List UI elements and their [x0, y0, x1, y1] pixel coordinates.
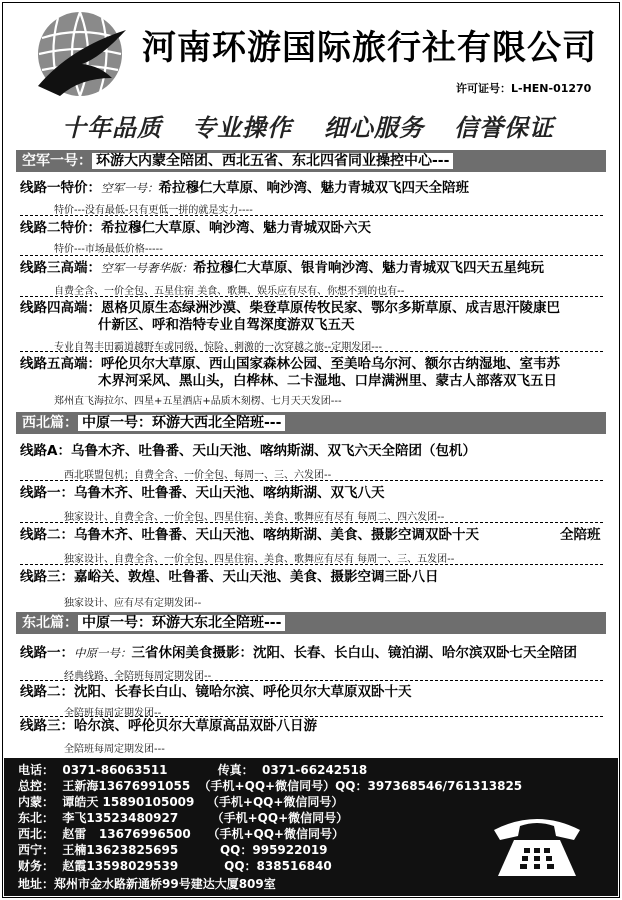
divider — [20, 215, 603, 216]
route-note: 独家设计、自费全含、一价全包、四星住宿、美食、歌舞应有尽有 每周一、三、五发团-- — [64, 554, 455, 565]
route-note: 独家设计、自费全含、一价全包、四星住宿、美食、歌舞应有尽有 每周二、四六发团-- — [64, 512, 445, 523]
route-line: 线路二：沈阳、长春长白山、镜哈尔滨、呼伦贝尔大草原双卧十天 — [20, 684, 412, 700]
globe-bird-logo-icon — [30, 8, 130, 104]
contact-line: 西北： 赵雷 13676996500 （手机+QQ+微信同号） — [18, 827, 344, 841]
route-note: 独家设计、应有尽有定期发团-- — [64, 598, 202, 609]
banner-prefix: 空军一号： — [22, 153, 92, 169]
company-name: 河南环游国际旅行社有限公司 — [142, 28, 597, 68]
route-line: 线路A：乌鲁木齐、吐鲁番、天山天池、喀纳斯湖、双飞六天全陪团（包机） — [20, 443, 476, 459]
section-banner-inner-mongolia — [16, 150, 606, 172]
route-line: 线路一：乌鲁木齐、吐鲁番、天山天池、喀纳斯湖、双飞八天 — [20, 485, 385, 501]
slogan-2: 专业操作 — [192, 114, 292, 142]
section-banner-northeast — [16, 612, 606, 634]
divider — [20, 564, 603, 565]
banner-title: 中原一号：环游大西北全陪班--- — [78, 415, 285, 431]
route-line: 线路三高端：空军一号奢华版：希拉穆仁大草原、银肯响沙湾、魅力青城双飞四天五星纯玩 — [20, 260, 544, 276]
divider — [20, 296, 603, 297]
slogan-4: 信誉保证 — [454, 114, 554, 142]
route-extra-label: 全陪班 — [560, 527, 601, 543]
route-note: 专业自驾丰田霸道越野车或同级，惊险、刺激的一次穿越之旅--定期发团--- — [54, 342, 383, 353]
divider — [20, 480, 603, 481]
route-line: 线路二：乌鲁木齐、吐鲁番、天山天池、喀纳斯湖、美食、摄影空调双卧十天 — [20, 527, 479, 543]
route-line: 线路一特价：空军一号：希拉穆仁大草原、响沙湾、魅力青城双飞四天全陪班 — [20, 180, 469, 196]
route-note: 全陪班每周定期发团--- — [64, 744, 165, 755]
divider — [20, 716, 603, 717]
route-note: 特价---没有最低-只有更低一拼的就是实力---- — [54, 205, 253, 216]
route-line-cont: 木界河采风、黑山头，白桦林、二卡湿地、口岸满洲里、蒙古人部落双飞五日 — [98, 373, 557, 389]
slogan-row — [62, 108, 562, 142]
divider — [20, 351, 603, 352]
contact-line: 西宁： 王楠13623825695 QQ：995922019 — [18, 843, 328, 857]
section-banner-northwest — [16, 412, 606, 434]
route-line-cont: 什新区、呼和浩特专业自驾深度游双飞五天 — [98, 317, 355, 333]
divider — [20, 680, 603, 681]
route-line: 线路二特价：希拉穆仁大草原、响沙湾、魅力青城双卧六天 — [20, 220, 371, 236]
telephone-icon — [488, 806, 586, 882]
route-note: 经典线路、全陪班每周定期发团-- — [64, 671, 212, 682]
banner-prefix: 东北篇： — [22, 615, 78, 631]
contact-line: 总控： 王新海13676991055 （手机+QQ+微信同号）QQ：397368546/761313825 — [18, 779, 523, 793]
banner-prefix: 西北篇： — [22, 415, 78, 431]
license-number: 许可证号：L-HEN-01270 — [456, 82, 592, 95]
contact-line: 电话： 0371-86063511 传真： 0371-66242518 — [18, 763, 368, 777]
slogan-1: 十年品质 — [62, 114, 162, 142]
banner-title: 环游大内蒙全陪团、西北五省、东北四省同业操控中心--- — [92, 153, 453, 169]
contact-line: 东北： 李飞13523480927 （手机+QQ+微信同号） — [18, 811, 349, 825]
route-note: 特价---市场最低价格----- — [54, 244, 163, 255]
route-note: 全陪班每周定期发团-- — [64, 708, 162, 719]
contact-line: 内蒙： 谭皓天 15890105009 （手机+QQ+微信同号） — [18, 795, 344, 809]
route-line: 线路五高端：呼伦贝尔大草原、西山国家森林公园、至美哈乌尔河、额尔古纳湿地、室韦苏 — [20, 356, 560, 372]
route-note: 西北联盟包机；自费全含、一价全包、每周一、三、六发团-- — [64, 470, 332, 481]
divider — [20, 522, 603, 523]
contact-address: 地址：郑州市金水路新通桥99号建达大厦809室 — [18, 877, 276, 891]
route-note: 郑州直飞海拉尔、四星+五星酒店+品质木刻楞、七月天天发团--- — [54, 396, 342, 407]
route-line: 线路三：哈尔滨、呼伦贝尔大草原高品双卧八日游 — [20, 718, 317, 734]
route-line: 线路一：中原一号：三省休闲美食摄影：沈阳、长春、长白山、镜泊湖、哈尔滨双卧七天全陪团 — [20, 645, 577, 661]
route-line: 线路四高端：恩格贝原生态绿洲沙漠、柴登草原传牧民家、鄂尔多斯草原、成吉思汗陵康巴 — [20, 300, 560, 316]
divider — [20, 255, 603, 256]
route-line: 线路三：嘉峪关、敦煌、吐鲁番、天山天池、美食、摄影空调三卧八日 — [20, 569, 439, 585]
contact-line: 财务： 赵霞13598029539 QQ：838516840 — [18, 859, 332, 873]
slogan-3: 细心服务 — [324, 114, 424, 142]
route-note: 自费全含、一价全包、五星住宿 美食、歌舞、娱乐应有尽有、你想不到的也有-- — [54, 286, 405, 297]
banner-title: 中原一号：环游大东北全陪班--- — [78, 615, 285, 631]
